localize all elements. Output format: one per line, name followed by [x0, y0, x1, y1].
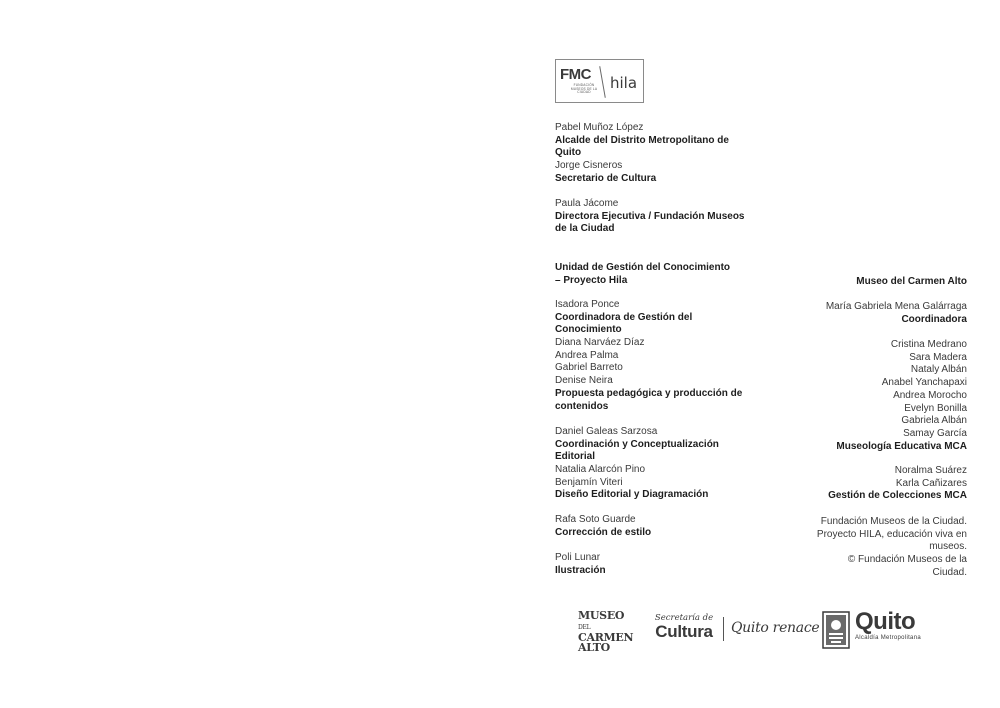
credit-name: Andrea Morocho	[893, 389, 967, 401]
credit-name: Isadora Ponce	[555, 299, 620, 310]
credit-role: Directora Ejecutiva / Fundación Museos de la Ciudad	[555, 210, 745, 235]
credit-name: Sara Madera	[909, 351, 967, 363]
credit-role: Propuesta pedagógica y producción de contenidos	[555, 387, 743, 412]
quito-alcaldia-logo	[855, 609, 921, 642]
credit-block-directora	[555, 198, 755, 236]
fmc-logo-subtitle: FUNDACIÓN MUSEOS DE LA CIUDAD	[570, 83, 598, 95]
quito-seal-icon	[822, 611, 850, 649]
credit-role: Ilustración	[555, 564, 606, 576]
logo-separator	[723, 617, 724, 641]
copyright-block	[807, 516, 967, 580]
museum-heading: Museo del Carmen Alto	[856, 276, 967, 287]
secretaria-logo-line: Cultura	[655, 622, 713, 641]
credit-name: Noralma Suárez	[894, 465, 967, 476]
credit-name: Daniel Galeas Sarzosa	[555, 426, 658, 437]
credit-name: Gabriela Albán	[901, 415, 967, 427]
credit-name: Poli Lunar	[555, 552, 601, 563]
credit-block-museologia	[807, 339, 967, 453]
credit-name: Andrea Palma	[555, 349, 619, 361]
fmc-hila-logo	[555, 59, 644, 103]
quito-renace-logo: Quito renace	[731, 620, 820, 636]
quito-logo-word: Quito	[855, 608, 916, 635]
credit-name: Anabel Yanchapaxi	[881, 377, 967, 389]
copyright-line: Ciudad.	[932, 566, 967, 578]
credit-name: María Gabriela Mena Galárraga	[825, 301, 967, 312]
copyright-line: museos.	[929, 541, 967, 553]
credit-block-diseno	[555, 464, 755, 502]
credit-role: Gestión de Colecciones MCA	[828, 490, 967, 502]
credit-name: Denise Neira	[555, 375, 613, 387]
copyright-line: © Fundación Museos de la	[847, 554, 967, 566]
credit-block-ilustracion	[555, 552, 755, 577]
credit-name: Samay García	[903, 427, 967, 439]
secretaria-cultura-logo	[651, 613, 717, 640]
credit-block-correccion	[555, 514, 755, 539]
credit-name: Jorge Cisneros	[555, 160, 623, 171]
mca-logo-word: CARMEN	[578, 631, 634, 644]
credit-role: Secretario de Cultura	[555, 172, 657, 184]
credit-name: Karla Cañizares	[895, 477, 967, 489]
credit-name: Cristina Medrano	[890, 339, 967, 350]
credit-name: Benjamín Viteri	[555, 476, 623, 488]
credit-block-colecciones	[807, 465, 967, 503]
copyright-line: Proyecto HILA, educación viva en	[816, 528, 967, 540]
copyright-line: Fundación Museos de la Ciudad.	[820, 516, 967, 527]
credit-role: Museología Educativa MCA	[836, 440, 967, 452]
credit-role: Coordinadora	[901, 313, 967, 325]
credit-role: Diseño Editorial y Diagramación	[555, 489, 709, 501]
mca-logo-word: DEL	[578, 624, 591, 631]
fmc-logo-text: FMC	[560, 66, 591, 83]
credit-name: Pabel Muñoz López	[555, 122, 644, 133]
credit-block-secretario	[555, 160, 755, 185]
museo-carmen-alto-logo	[578, 611, 638, 653]
credit-role: Corrección de estilo	[555, 526, 652, 538]
credit-role: Coordinadora de Gestión del Conocimiento	[555, 311, 693, 336]
secretaria-logo-line: Secretaría de	[654, 613, 714, 623]
credit-name: Nataly Albán	[910, 364, 967, 376]
credit-block-alcalde	[555, 122, 755, 160]
section-heading: Unidad de Gestión del Conocimiento – Proyecto Hila	[555, 262, 731, 286]
credit-name: Rafa Soto Guarde	[555, 514, 636, 525]
credit-block-editorial	[555, 426, 755, 464]
credit-block-unidad	[555, 262, 735, 287]
credit-block-mca-coordinadora	[797, 301, 967, 326]
hila-logo-text: hila	[610, 74, 638, 92]
alcaldia-logo-subtitle: Alcaldía Metropolitana	[855, 635, 921, 641]
credit-name: Natalia Alarcón Pino	[555, 464, 646, 475]
credit-name: Diana Narváez Díaz	[555, 337, 645, 348]
credit-block-propuesta	[555, 337, 745, 413]
credit-role: Alcalde del Distrito Metropolitano de Quito	[555, 134, 729, 159]
mca-logo-word: MUSEO	[578, 609, 625, 622]
credit-name: Evelyn Bonilla	[904, 402, 967, 414]
credit-name: Gabriel Barreto	[555, 362, 623, 374]
mca-logo-word: ALTO	[578, 641, 610, 654]
credit-block-coordinadora	[555, 299, 755, 337]
credit-name: Paula Jácome	[555, 198, 619, 209]
museum-heading-block	[807, 276, 967, 289]
credit-role: Coordinación y Conceptualización Editorial	[555, 438, 719, 463]
